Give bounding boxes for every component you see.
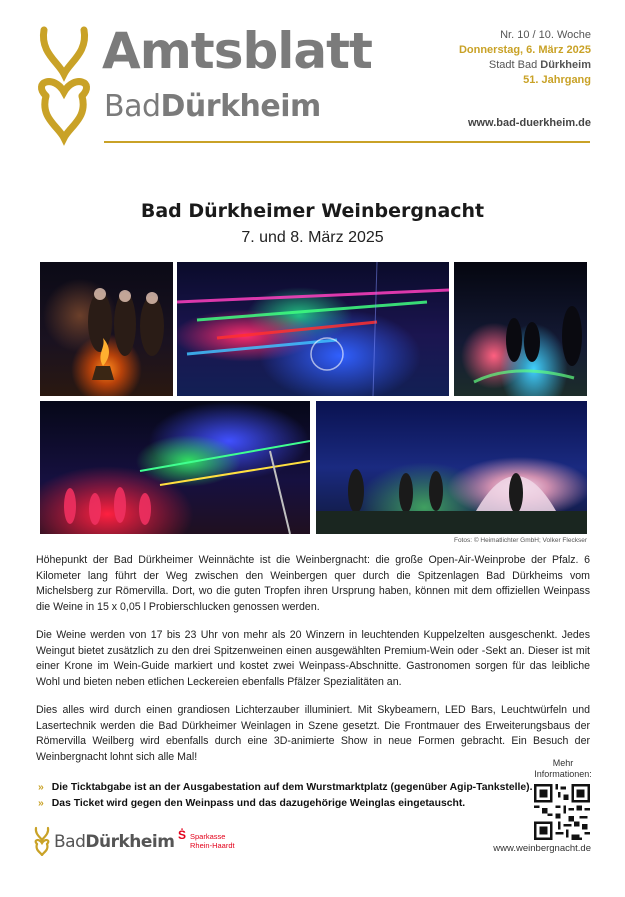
photo-fire-bowl [40,262,173,396]
photo-crowd-lights [40,401,310,534]
article-headline: Bad Dürkheimer Weinbergnacht [140,200,485,222]
issue-info [459,28,591,88]
bad-duerkheim-logo-mark-icon [34,826,50,856]
photo-dome-tent [316,401,587,534]
sponsor-logo [178,829,258,855]
photo-visitors-trees [454,262,587,396]
list-item: » Die Ticktabgabe ist an der Ausgabestation auf dem Wurstmarktplatz (gegenüber Agip-Tankstelle). [38,780,533,796]
footer-logo [34,826,184,856]
website-link[interactable]: www.bad-duerkheim.de [467,117,591,129]
sparkasse-s-icon: Ṡ [178,828,187,842]
masthead-divider [104,141,590,143]
masthead-subtitle: BadDürkheim [104,89,321,124]
photo-illuminated-vineyard [177,262,449,396]
list-item: » Das Ticket wird gegen den Weinpass und das dazugehörige Weinglas eingetauscht. [38,796,533,812]
paragraph-wines: Die Weine werden von 17 bis 23 Uhr von mehr als 20 Winzern in leuchtenden Kuppelzelten ausgeschenkt. Jedes Weingut bietet zusätzlich zu den drei Spitzenweinen einen ausgewählten Premium-Wein oder -Sekt an. Dieser ist mit einer Krone im Wein-Guide markiert und kostet zwei Weinpass-Abschnitte. Gastronomen sorgen für das leibliche Wohl und bieten neben etlichen Leckereien ebenfalls Pfälzer Spezialitäten an. [36,629,590,688]
masthead-title: Amtsblatt [102,22,372,80]
qr-url[interactable]: www.weinbergnacht.de [493,843,591,854]
chevron-icon: » [38,798,44,809]
qr-label: Mehr Informationen: [534,758,592,779]
issue-date: Donnerstag, 6. März 2025 [458,44,591,56]
bad-duerkheim-logo-mark-icon [36,22,92,146]
footer-logo-text: BadDürkheim [54,832,175,852]
article-dateline: 7. und 8. März 2025 [241,229,384,246]
issue-volume: 51. Jahrgang [523,74,591,86]
chevron-icon: » [38,782,44,793]
masthead [0,0,625,150]
issue-number: Nr. 10 / 10. Woche [500,29,591,41]
issue-city: Stadt Bad Dürkheim [488,59,591,71]
qr-code-icon[interactable] [534,784,590,840]
paragraph-lights: Dies alles wird durch einen grandiosen Lichterzauber illuminiert. Mit Skybeamern, LED Bars, Leuchtwürfeln und Lasertechnik werden die Bad Dürkheimer Weinlagen in Szene gesetzt. Die Frontmauer des Erweiterungsbaus der Römervilla Weilberg wird ebenfalls durch eine 3D-animierte Show in neue Formen gebracht. Ein Besuch der Weinbergnacht lohnt sich alle Mal! [36,704,590,763]
sponsor-name: Sparkasse Rhein-Haardt [190,832,235,850]
photo-credit: Fotos: © Heimatlichter GmbH; Volker Fleckser [453,537,587,544]
paragraph-intro: Höhepunkt der Bad Dürkheimer Weinnächte ist die Weinbergnacht: die große Open-Air-Weinprobe der Pfalz. 6 Kilometer lang führt der Weg zwischen den Weinbergen quer durch die Spitzenlagen Bad Dürkheims vom Michelsberg zur Römervilla. Dort, wo die guten Tropfen ihren Ursprung haben, können mit dem offiziellen Weinpass die Weine in 15 x 0,05 l Probierschlucken genossen werden. [36,554,590,613]
info-bullets [38,780,533,812]
